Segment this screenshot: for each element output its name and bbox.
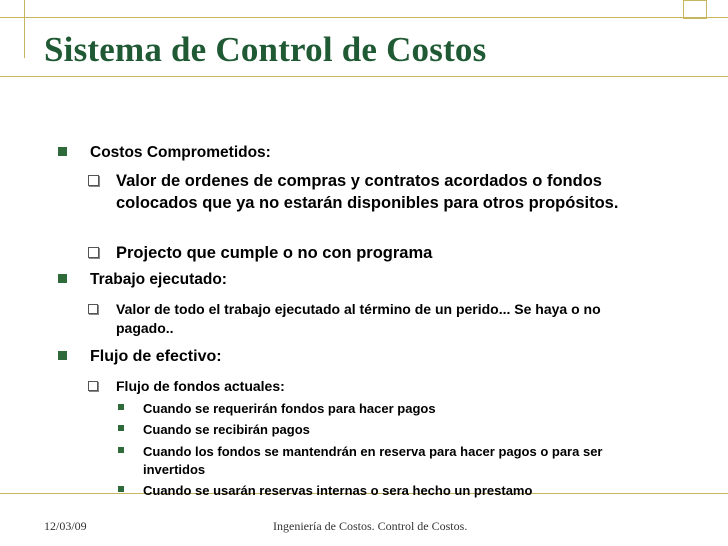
bullet-text: Costos Comprometidos: (90, 144, 271, 161)
square-bullet-icon (118, 425, 124, 431)
bullet-text: Flujo de efectivo: (90, 348, 222, 365)
hollow-square-bullet-icon (88, 175, 99, 186)
bullet-text: Cuando se recibirán pagos (143, 422, 310, 437)
bullet-text: Valor de ordenes de compras y contratos acordados o fondos colocados que ya no estarán disponibles para otros propósitos. (116, 172, 619, 212)
square-bullet-icon (58, 274, 67, 283)
hollow-square-bullet-icon (88, 247, 99, 258)
bullet-text: Valor de todo el trabajo ejecutado al término de un perido... Se haya o no pagado.. (116, 301, 601, 336)
bullet-item-level-2 (116, 242, 666, 264)
bullet-item-level-1 (90, 347, 650, 367)
bullet-item-level-2 (116, 170, 666, 214)
frame-left-line (24, 0, 25, 58)
bullet-text: Cuando se usarán reservas internas o sera hecho un prestamo (143, 483, 533, 498)
bullet-text: Trabajo ejecutado: (90, 271, 227, 288)
slide-title: Sistema de Control de Costos (44, 30, 487, 69)
bullet-text: Flujo de fondos actuales: (116, 378, 285, 394)
footer-center-text: Ingeniería de Costos. Control de Costos. (273, 519, 468, 533)
square-bullet-icon (118, 486, 124, 492)
square-bullet-icon (118, 447, 124, 453)
hollow-square-bullet-icon (88, 381, 98, 391)
frame-title-underline (0, 76, 728, 77)
bullet-item-level-1 (90, 270, 650, 290)
bullet-item-level-3 (143, 443, 663, 479)
bullet-item-level-1 (90, 143, 650, 163)
bullet-item-level-2 (116, 377, 636, 396)
bullet-text: Projecto que cumple o no con programa (116, 244, 433, 262)
square-bullet-icon (58, 351, 67, 360)
bullet-item-level-3 (143, 482, 663, 500)
bullet-text: Cuando se requerirán fondos para hacer pagos (143, 401, 436, 416)
square-bullet-icon (58, 147, 67, 156)
bullet-item-level-3 (143, 400, 663, 418)
bullet-item-level-2 (116, 300, 636, 338)
footer-date: 12/03/09 (44, 519, 87, 533)
bullet-text: Cuando los fondos se mantendrán en reserva para hacer pagos o para ser invertidos (143, 444, 603, 477)
hollow-square-bullet-icon (88, 304, 98, 314)
square-bullet-icon (118, 404, 124, 410)
frame-corner-box (683, 0, 707, 19)
bullet-item-level-3 (143, 421, 663, 439)
frame-top-line (0, 17, 728, 18)
